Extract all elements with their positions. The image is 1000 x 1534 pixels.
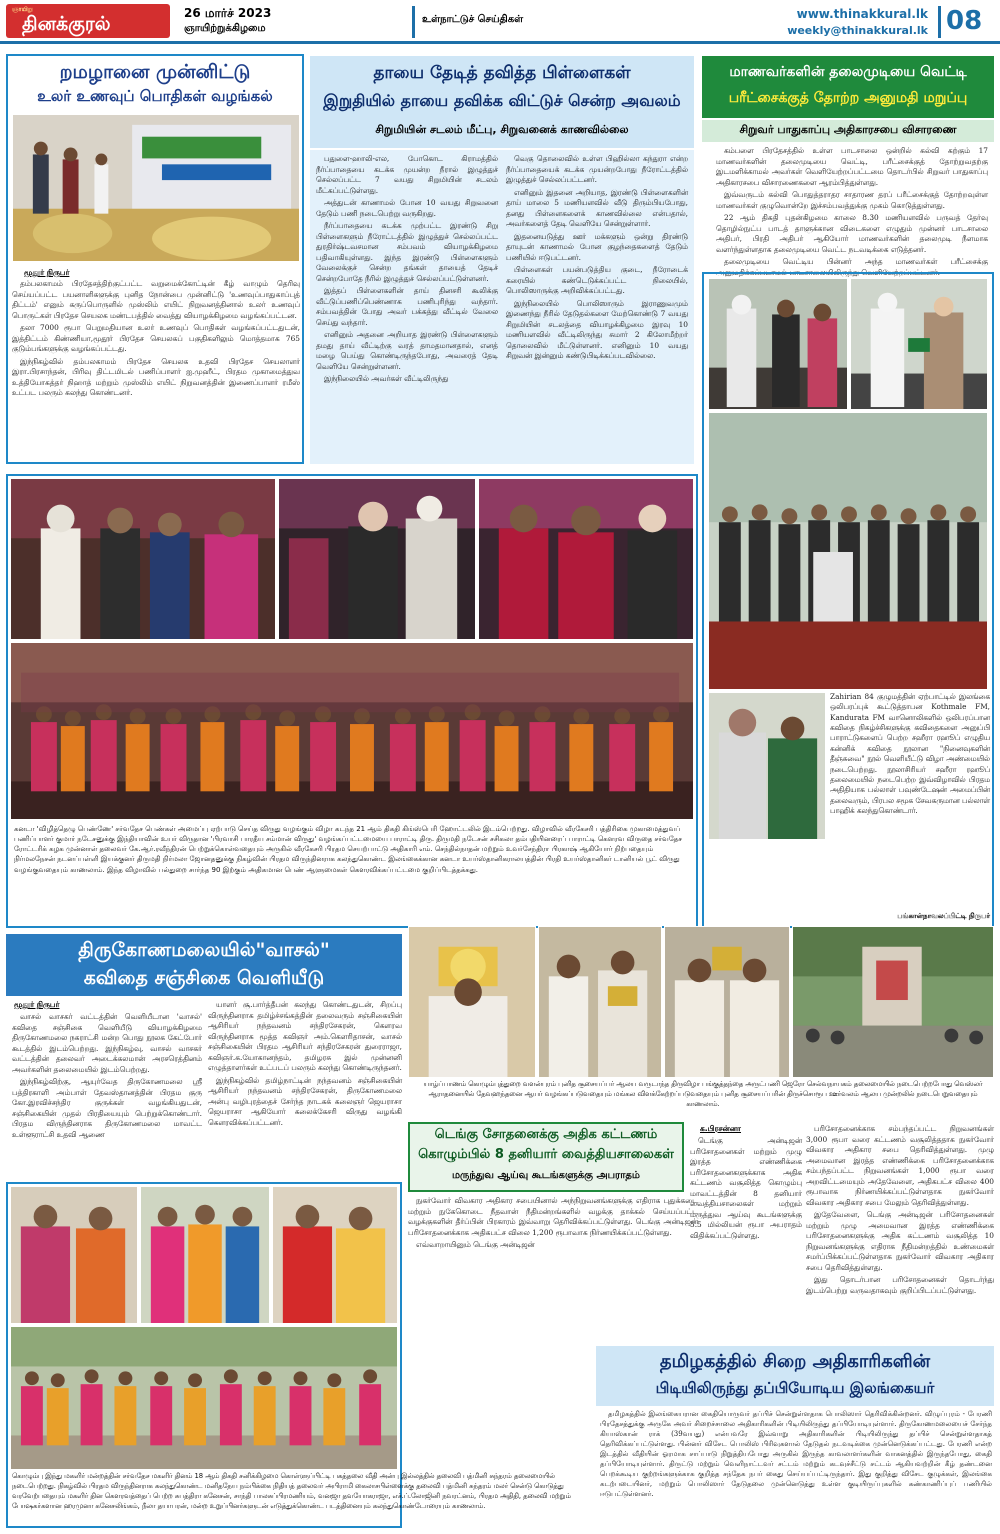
story6-headline-2: பிடியிலிருந்து தப்பியோடிய இலங்கையர்	[655, 1379, 935, 1397]
story4-paragraph: இந்நிகழ்வில் தமிழ்நாட்டின் நந்தவனம் சஞ்சிகையின் ஆசிரியர் நந்தவனம் சந்திரசேகரன், திருகோணமலை அன்பு வழிபுரத்தைச் சேர்ந்த நாடகக் கலைஞர் ஜெயராசா ஜெயராசா ஆகியோர் கலைக்கேசரி விருது வழங்கி கௌரவிக்கப்பட்டனர்.	[208, 1075, 402, 1127]
zahirian-group-photo	[708, 412, 988, 690]
story5-paragraph: எவ்வாறாயினும் டெங்கு அன்டிஜன்	[416, 1240, 535, 1250]
story5-paragraph: பரிசோதனைக்காக சம்பந்தப்பட்ட நிறுவனங்கள் 3,000 ரூபா வரை கட்டணம் வசூலித்ததாக நுகர்வோர் விவகார அதிகார சபை தெரிவித்துள்ளது. முழு அமைவான இரத்த எண்ணிக்கை பரிசோதனைக்காக சம்பந்தப்பட்ட நிறுவனங்கள் 1,000 ரூபா வரை அறவிட்டமையும் அதேவேளை, அதிகபட்ச விலை 400 ரூபாவாக நிர்ணயிக்கப்பட்டுள்ளதாக நுகர்வோர் விவகார அதிகார சபை மேலும் தெரிவித்துள்ளது.	[806, 1124, 994, 1207]
awards-caption: கனடா 'விழித்தெழு பெண்ணே' சர்வதேச பெண்கள் அமைப்பு ஏற்பாடு செய்த விருது வழங்கும் விழா கடந்த 21 ஆம் திகதி கிங்ஸ்பெரி ஹோட்டலில் இடம்பெற்றது. விழாவில் வீரகேசரி பத்திரிகை முகாமைத்துவப் பணிப்பாளர் குமார் நடேசனுக்கு இந்தியாவின் உயர் விருதான 'பிரவாசி பாரதீய சம்மான் விருது' வழங்கப்பட்டமையை பாராட்டி திரு. திருமதி நடேசன் சசிகலா தம்பதியினரைப் பாராட்டி கௌரவ விருதை சர்வதேச ரோட்டரிக் கழக முன்னாள் தலைவர் கே.ஆர்.ரவீந்திரன் பெற்றுக்கொள்வதையும் அருகில் வீரகேசரி பிரதம செயற்பாட்டு அதிகாரி எம். செந்தில்நாதன் மற்றும் உவர்சேந்திரா பிரகாஷ் ஆகியோர் நிற்பதையும் நிர்மலநேசன் நடனப்பள்ளி இயக்குனர் திருமதி நிர்மலா ஜோனதனுக்கு நிகழ்வின் பிரதம விருந்தினராக கலந்துகொண்ட இலங்கைக்கான கனடா உயர்ஸ்தானிகராலயத்தின் பிரதி உயர்ஸ்தானிகர் டானியல் பூட் விருது வழங்குவதையும் காணலாம். இந்த விழாவில் பல்துறை சார்ந்த 90 இற்கும் அதிகமான பெண் ஆளுமைகள் கௌரவிக்கப்பட்டமை குறிப்பிடத்தக்கது.	[14, 825, 683, 874]
story2-col2	[506, 154, 688, 460]
brand-small: ஞாயிறு	[12, 6, 33, 13]
awards-photo-2	[278, 478, 476, 640]
story3-paragraph: 22 ஆம் திகதி புதன்கிழமை காலை 8.30 மணியளவில் பருவத் தேர்வு தொழில்நுட்ப பாடத் தாளுக்கான விடைகளை எழுதும் முன்னர் பாடசாலை அதிபர், பிரதி அதிபர் ஆகியோர் மாணவர்களின் தலைமுடி நீளமாக வளர்ந்துள்ளதாக தலைமுடியை வெட்ட நடவடிக்கை எடுத்தனர்.	[716, 213, 988, 254]
zahirian-photo-3	[708, 692, 826, 840]
awards-group-photo	[10, 642, 694, 820]
website[interactable]: www.thinakkural.lk	[796, 7, 928, 21]
story5-col2	[806, 1124, 994, 1336]
page-number-divider	[938, 6, 941, 38]
story5-headline-2: கொழும்பில் 8 தனியார் வைத்தியசாலைகள்	[418, 1147, 674, 1162]
story3-headline-1: மாணவர்களின் தலைமுடியை வெட்டி	[729, 64, 967, 80]
story1-paragraph: இந்நிகழ்வில் தம்பலகாமம் பிரதேச செயலக உதவி பிரதேச செயலாளர் இரா.பிரசாந்தன், பிரிவு திட்டமிடல் பணிப்பாளர் ஐ.முஹீட், பிரதம முகாமைத்துவ உத்தியோகத்தர் நிஹாத் மற்றும் முஸ்லிம் எயிட் நிறுவனத்தின் இணைப்பாளர் ரமீஸ் உட்பட பலரும் கலந்து கொண்டனர்.	[12, 356, 300, 398]
story2-paragraph: வெகு தொலைவில் உள்ள பிஹில்லா கந்துரா என்ற நீர்ப்பாதையைக் கடக்க முயன்றபோது நீரோட்டத்தில் இழுத்துச் செல்லப்பட்டனர்.	[506, 154, 688, 185]
women-photo-2	[140, 1186, 270, 1324]
story2-paragraph: இத்தப் பிள்ளைகளின் தாய் தினசரி கூலிக்கு வீட்டுப்பணிப்பெண்ணாக பணிபுரிந்து வந்தார். சம்பவத்தின் போது அவர் பக்கத்து வீட்டில் வேலை செய்து வந்தார்.	[316, 286, 498, 327]
story3-paragraph: இவ்வருடம் கல்வி பொதுத்தராதர சாதாரண தரப் பரீட்சைக்குத் தோற்றவுள்ள மாணவர்கள் குழுவொன்றே இச்சம்பவத்துக்கு முகம் கொடுத்துள்ளது.	[716, 190, 988, 210]
story2-paragraph: அத்துடன் காணாமல் போன 10 வயது சிறுவனை தேடும் பணி நடைபெற்று வருகிறது.	[316, 198, 498, 218]
story1-byline: மூதூர் நிருபர்	[24, 268, 70, 277]
story6-headline-1: தமிழகத்தில் சிறை அதிகாரிகளின்	[659, 1351, 931, 1372]
zahirian-photo-2	[850, 278, 988, 410]
story1-headline-2: உலர் உணவுப் பொதிகள் வழங்கல்	[37, 87, 273, 105]
story1-headline-1: றமழானை முன்னிட்டு	[59, 61, 251, 83]
story2-paragraph: இந்நிலையில் அவர்கள் வீட்டிலிருந்து	[324, 374, 449, 384]
story4-byline: மூதூர் நிருபர்	[14, 1000, 60, 1009]
story2-headline-2: இறுதியில் தாயை தவிக்க விட்டுச் சென்ற அவலம்	[323, 91, 681, 110]
story3-headline-2: பரீட்சைக்குத் தோற்ற அனுமதி மறுப்பு	[728, 90, 968, 106]
story2-paragraph: பதுளை-ஹாலி-எல, போகொட கிராமத்தில் நீர்ப்பாதையை கடக்க முயன்ற நீரால் இழுத்துச் செல்லப்பட்ட 7 வயது சிறுமியின் சடலம் மீட்கப்பட்டுள்ளது.	[316, 154, 498, 195]
story2-col1	[316, 154, 498, 460]
story4-col2	[208, 1000, 402, 1176]
story2-paragraph: இந்நிலையில் பொலிஸாரும் இராணுவமும் இணைந்து நீரில் தேடுதல்களை மேற்கொண்டு 7 வயது சிறுமியின் சடலத்தை வியாழக்கிழமை இரவு 10 மணியளவில் வீட்டிலிருந்து சுமார் 2 கிலோமீற்றர் தொலைவில் மீட்டுள்ளனர். எனினும் 10 வயது சிறுவன் இன்னும் கண்டுபிடிக்கப்படவில்லை.	[506, 298, 688, 361]
story5-subhead: மருந்துவ ஆய்வு கூடங்களுக்கு அபராதம்	[452, 1170, 640, 1181]
story2-subhead: சிறுமியின் சடலம் மீட்பு, சிறுவனைக் காணவில்லை	[375, 123, 629, 136]
masthead-divider	[412, 6, 415, 38]
story2-paragraph: எனினும் இதனை அறியாத, இரண்டு பிள்ளைகளின் தாய் மாலை 5 மணியளவில் வீடு திரும்பியபோது, தனது பிள்ளைகளைக் காணவில்லை என்பதால், அவர்களைத் தேடி வெளியே சென்றுள்ளார்.	[506, 187, 688, 229]
brand-name: தினக்குரல்	[22, 13, 111, 35]
story5-paragraph: இதேவேளை, டெங்கு அன்டிஜன் பரிசோதனைகள் மற்றும் முழு அமைவான இரத்த எண்ணிக்கை பரிசோதனைகளுக்கு அதிக கட்டணம் வசூலித்த 10 நிறுவனங்களுக்கு எதிராக நீதிமன்றத்தில் உண்மைகள் சமர்ப்பிக்கப்பட்டுள்ளதாக நுகர்வோர் விவகார அதிகார சபை தெரிவித்துள்ளது.	[806, 1210, 994, 1272]
email[interactable]: weekly@thinakkural.lk	[787, 24, 928, 37]
women-photo-3	[272, 1186, 398, 1324]
story2-paragraph: எனினும் அதனை அறியாத இரண்டு பிள்ளைகளும் தமது தாய் வீட்டிற்கு வரத் தாமதமானதால், எனத் மழை பெய்து கொண்டிருந்தபோது, அவரைத் தேடி வெளியே சென்றுள்ளனர்.	[316, 330, 498, 371]
story3-paragraph: தலைமுடியை வெட்டிய பின்னர் அந்த மாணவர்கள் பரீட்சைக்கு அனுமதிக்கப்படாமல் பாடசாலையிலிருந்து வெளியேற்றப்பட்டனர்.	[716, 257, 988, 277]
zahirian-photo-1	[708, 278, 848, 410]
story1-paragraph: தலா 7000 ரூபா பெறுமதியான உலர் உணவுப் பொதிகள் வழங்கப்பட்டதுடன், இத்திட்டம் கிண்ணியா,மூதூர் பிரதேச செயலகப் பகுதிகளிலும் மொத்தமாக 765 குடும்பங்களுக்கு வழங்கப்பட்டது.	[12, 323, 300, 354]
church-photo-3	[664, 926, 790, 1078]
brand-logo	[6, 4, 170, 38]
story4-paragraph: யாளர் சூ.பார்த்தீபன் கலந்து கொண்டதுடன், சிறப்பு விருந்தினராக தமிழ்ச்சங்கத்தின் தலைவரும் சஞ்சிகையின் ஆசிரியர் நந்தவனம் சந்திரசேகரன், கௌரவ விருந்தினராக மூத்த கவிஞர் அம்.கௌரிதாசன், வாசல் சஞ்சிகையின் பிரதம ஆசிரியர் சந்திரசேகரன் துரைராஜா, கவிஞர்.க.யோகானந்தம், தமிழரசு இல் முன்னனி எழுத்தாளர்கள் உட்படப் பலரும் கலந்து கொண்டிருந்தனர்.	[208, 1000, 402, 1073]
story4-col1	[12, 1012, 202, 1176]
story4-paragraph: இந்நிகழ்விற்கு, ஆயுர்வேத திருகோணமலை ஸ்ரீ பத்திரகாளி அம்பாள் தேவஸ்தானத்தின் பிரதம குரு கோ.இரவிச்சந்திர குருக்கள் வழங்கியதுடன், சஞ்சிகையின் முதல் பிரதியையும் பெற்றுக்கொண்டார். பிரதம விருந்தினராக திருகோணமலை மாவட்ட உள்ளூராட்சி உதவி ஆணை	[12, 1077, 202, 1139]
story1-body	[12, 279, 300, 461]
story3-subhead: சிறுவர் பாதுகாப்பு அதிகாரசபை விசாரணை	[739, 123, 957, 136]
story5-byline: க.பிரசன்னா	[700, 1124, 741, 1133]
story5-col1-top	[690, 1136, 802, 1240]
story2-paragraph: இதனையடுத்து ஊர் மக்களும் ஒன்று திரண்டு தாயுடன் காணாமல் போன குழந்தைகளைத் தேடும் பணியில் ஈடுபட்டனர்.	[506, 231, 688, 262]
story5-paragraph: நுகர்வோர் விவகார அதிகார சபையினால் அந்நிறுவனங்களுக்கு எதிராக புதுக்கடை மற்றும் நுகேகொடை நீதவான் நீதிமன்றங்களில் வழக்கு தாக்கல் செய்யப்பட்ட வழக்குகளின் தீர்ப்பின் பிரகாரம் இவ்வாறு தெரிவிக்கப்பட்டுள்ளது. டெங்கு அன்டிஜன் பரிசோதனைக்காக அதிகபட்ச விலை 1,200 ரூபாவாக நிர்ணயிக்கப்பட்டுள்ளது.	[408, 1196, 698, 1237]
story1-paragraph: தம்பலகாமம் பிரதேசத்திற்குட்பட்ட வறுமைக்கோட்டின் கீழ் வாழும் தெரிவு செய்யப்பட்ட பயனாளிகளுக்கு புனித நோன்பை முன்னிட்டு 'உணவுப்பாதுகாப்புத் திட்டம்' எனும் கருப்பொருளில் முஸ்லிம் எயிட் நிறுவனத்தினால் உலர் உணவுப் பொருட்கள் பிரதேச செயலக மண்டபத்தில் வைத்து வியாழக்கிழமை வழங்கப்பட்டன.	[12, 279, 300, 320]
story6-body: தமிழகத்தில் இலங்கையரான கைதியொருவர் தப்பிச் சென்றுள்ளதாக பொலிஸார் தெரிவிக்கின்றனர். விழுப்புரம் - பேரணி பிரதேசத்துக்கு அருகே அவர் சிறைச்சாலை அதிகாரிகளின் பிடியிலிருந்து தப்பியோடியுள்ளார். திருகோணமலையைச் சேர்ந்த கியாஸ்கான் ராக் (39வயது) என்பவரே இவ்வாறு அதிகாரிகளின் பிடியிலிருந்து தப்பிச் சென்றுள்ளதாகத் தெரிவிக்கப்பட்டுள்ளது. பின்னர் விசேட பொலிஸ் பிரிவுகளால் தேடுதல் நடவடிக்கை முன்னெடுக்கப்பட்டது. பேரணி என்ற இடத்தில் வீதியின் ஓரமாக சாப்பாடு நிறுத்தியபோது அருகில் இருந்த காவலாளர்களின் வாகனத்தில் இருந்தபோது, கைதி தப்பியோடியுள்ளார். திருட்டு மற்றும் வெளிநாட்டவர் சட்டம் மற்றும் கடவுச்சீட்டு சட்டம் ஆகியவற்றின் கீழ் தண்டனை பெறக்கூடிய குற்றங்களுக்காக குறித்த சந்தேக நபர் கைது செய்யப்பட்டிருந்தார். இது குறித்து விசேட குழுக்கள், இலங்கை கடற்படையினர், மற்றும் பொலிஸார் தேடுதலை முன்னெடுத்து உள்ள குடியிருப்புகளில் கண்காணிப்புப் பணியில் ஈடுபட்டுள்ளனர்.	[600, 1410, 992, 1498]
zahirian-text: Zahirian 84 குழுமத்தின் ஏற்பாட்டில் இலங்கை ஒலிபரப்புக் கூட்டுத்தாபன Kothmale FM, Kandurata FM வானொலிகளில் ஒலிபரப்பான கவிதை நிகழ்ச்சிகளுக்கு கவிதைகளை அனுப்பி பாராட்டுகளைப் பெற்ற சஹீரா ரஹூப் எழுதிய கன்னிக் கவிதை நூலான "நினைவுகளின் தீஞ்சுவை" நூல் வெளியீட்டு விழா அண்மையில் நடைபெற்றது. நூலாசிரியர் சஹீரா ரஹூப் தலைமையில் நடைபெற்ற இவ்விழாவில் பிரதம அதிதியாக பல்லாள் பவுண்டேஷன் அமைப்பின் தலைவரும், பிரபல சமூக சேவகருமான பல்லாள் பாஹிக் கலந்துகொண்டார்.	[830, 692, 990, 815]
story1-photo	[12, 114, 300, 262]
awards-photo-1	[10, 478, 276, 640]
church-caption: யாழ்ப்பாணம் கொழும்புத்துறை வளன்புரம் புனித சூசையப்பர் ஆலய வருடாந்த திருவிழா பங்குத்தந்தை அருட்பணி ஜெரோ செல்வநாயகம் தலைமையில் நடைபெற்றபோது வெஸ்லர் ஆராதனையில் தேவஹந்தனை ஆயர் வழங்கப்படுவதையும் மங்கல விளக்கேற்றப்படுவதையும் புனித சூசையப்பரின் திருச்சொரூப ஊர்வலம் ஆலய முன்றலில் நடைபெறுவதையும் காணலாம்.	[423, 1080, 983, 1108]
story3-paragraph: கம்பளை பிரதேசத்தில் உள்ள பாடசாலை ஒன்றில் கல்வி கற்கும் 17 மாணவர்களின் தலைமுடியை வெட்டி, பரீட்சைக்குத் தோற்றுவதற்கு இடமளிக்காமல் அவர்கள் வெளியேற்றப்பட்டமை தொடர்பில் சிறுவர் பாதுகாப்பு அதிகாரசபை விசாரணைகளை ஆரம்பித்துள்ளது.	[716, 146, 988, 187]
story3-body	[716, 146, 988, 277]
story5-paragraph: இது தொடர்பான பரிசோதனைகள் தொடர்ந்து இடம்பெற்று வருவதாகவும் குறிப்பிடப்பட்டுள்ளது.	[806, 1275, 994, 1295]
story4-headline-1: திருகோணமலையில்"வாசல்"	[78, 939, 330, 961]
story4-headline-2: கவிதை சஞ்சிகை வெளியீடு	[83, 967, 325, 989]
women-caption: கொழும்பு இந்து மகளிர் மன்றத்தின் சர்வதேச மகளிர் தினம் 18 ஆம் திகதி சனிக்கிழமை கொள்ளுப்பிட்டி பகத்தலை வீதி அன்பு இல்லத்தில் தலைவி பத்மினி சுந்தரம் தலைமையில் நடைபெற்றது. நிகழ்வில் பிரதம விருந்தினராக கலந்துகொண்ட மனிதநேய நம்பிக்கை நிதியத் தலைவர் அபிராமி கைலாசபிள்ளைக்கு தலைவி பத்மினி சுந்தரம் மலர் சென்டு கொடுத்து வரவேற்பதையும் மகளிர் தின கௌரவத்தைப் பெற்ற சுபத்திரா கனேசன், சாந்தி பாலசுப்பிரமணியம், வனஜா தவயோகராஜா, எச்.ப்.லோஜினி நவரட்னம், பிரதம அதிதி, தலைவி மற்றும் போஷகர்களான ஹரமுனா கனேசலிங்கம், நீலா தயாபரன், மன்ற உறுப்பினர்களுடன் எடுத்துக்கொண்ட படத்தினையும் கலந்துகொண்டோரையும் காணலாம்.	[12, 1472, 571, 1510]
church-photo-2	[538, 926, 662, 1078]
church-photo-1	[408, 926, 536, 1078]
section-name: உள்நாட்டுச் செய்திகள்	[422, 14, 524, 25]
story2-paragraph: நீர்ப்பாதையை கடக்க முற்பட்ட இரண்டு சிறு பிள்ளைகளும் நீரோட்டத்தில் இழுத்துச் செல்லப்பட்ட துரதிர்ஷ்டவசமான சம்பவம் வியாழக்கிழமை பதிவாகியுள்ளது. இந்த இரண்டு பிள்ளைகளும் வேலைக்குச் சென்ற தங்கள் தாயைத் தேடிச் சென்றபோதே நீரில் இழுத்துச் செல்லப்பட்டுள்ளனர்.	[316, 221, 498, 283]
awards-photo-3	[478, 478, 694, 640]
page-number: 08	[946, 6, 983, 36]
story4-paragraph: வாசல் வாசகர் வட்டத்தின் வெளியீடான 'வாசல்' கவிதை சஞ்சிகை வெளியீடு வியாழக்கிழமை திருகோணமலை நகராட்சி மன்ற பொது நூலக கேட்போர் கூடத்தில் இடம்பெற்றது. இந்நிகழ்வு, வாசல் வாசகர் வட்டத்தின் தலைவர் அடைக்கலமான் அரசரெத்தினம் அவர்களின் தலைமையில் இடம்பெற்றது.	[12, 1012, 202, 1074]
masthead-date: 26 மார்ச் 2023	[184, 6, 272, 20]
story5-headline-1: டெங்கு சோதனைக்கு அதிக கட்டணம்	[434, 1127, 658, 1142]
women-group-photo	[10, 1326, 398, 1470]
women-photo-1	[10, 1186, 138, 1324]
story2-headline-1: தாயை தேடித் தவித்த பிள்ளைகள்	[373, 63, 631, 83]
church-photo-4	[792, 926, 994, 1078]
story5-paragraph: டெங்கு அன்டிஜன் பரிசோதனைகள் மற்றும் முழு இரத்த எண்ணிக்கை பரிசோதனைகளுக்காக அதிக கட்டணம் வசூலித்த கொழும்பு மாவட்டத்தின் 8 தனியார் வைத்தியசாலைகள் மற்றும் மருத்துவ ஆய்வு கூடங்களுக்கு 5.5 மில்லியன் ரூபா அபராதம் விதிக்கப்பட்டுள்ளது.	[690, 1136, 802, 1240]
masthead-day: ஞாயிற்றுக்கிழமை	[184, 23, 266, 34]
masthead	[0, 0, 1000, 44]
story2-paragraph: பிள்ளைகள் பயன்படுத்திய குடை, நீரோடைக் கரையில் கண்டெடுக்கப்பட்ட நிலையில், பொலிஸாருக்கு அறிவிக்கப்பட்டது.	[506, 265, 688, 296]
zahirian-credit: பங்காள்நாவலப்பிட்டி நிருபர்	[897, 912, 990, 920]
story5-col1	[408, 1196, 698, 1336]
